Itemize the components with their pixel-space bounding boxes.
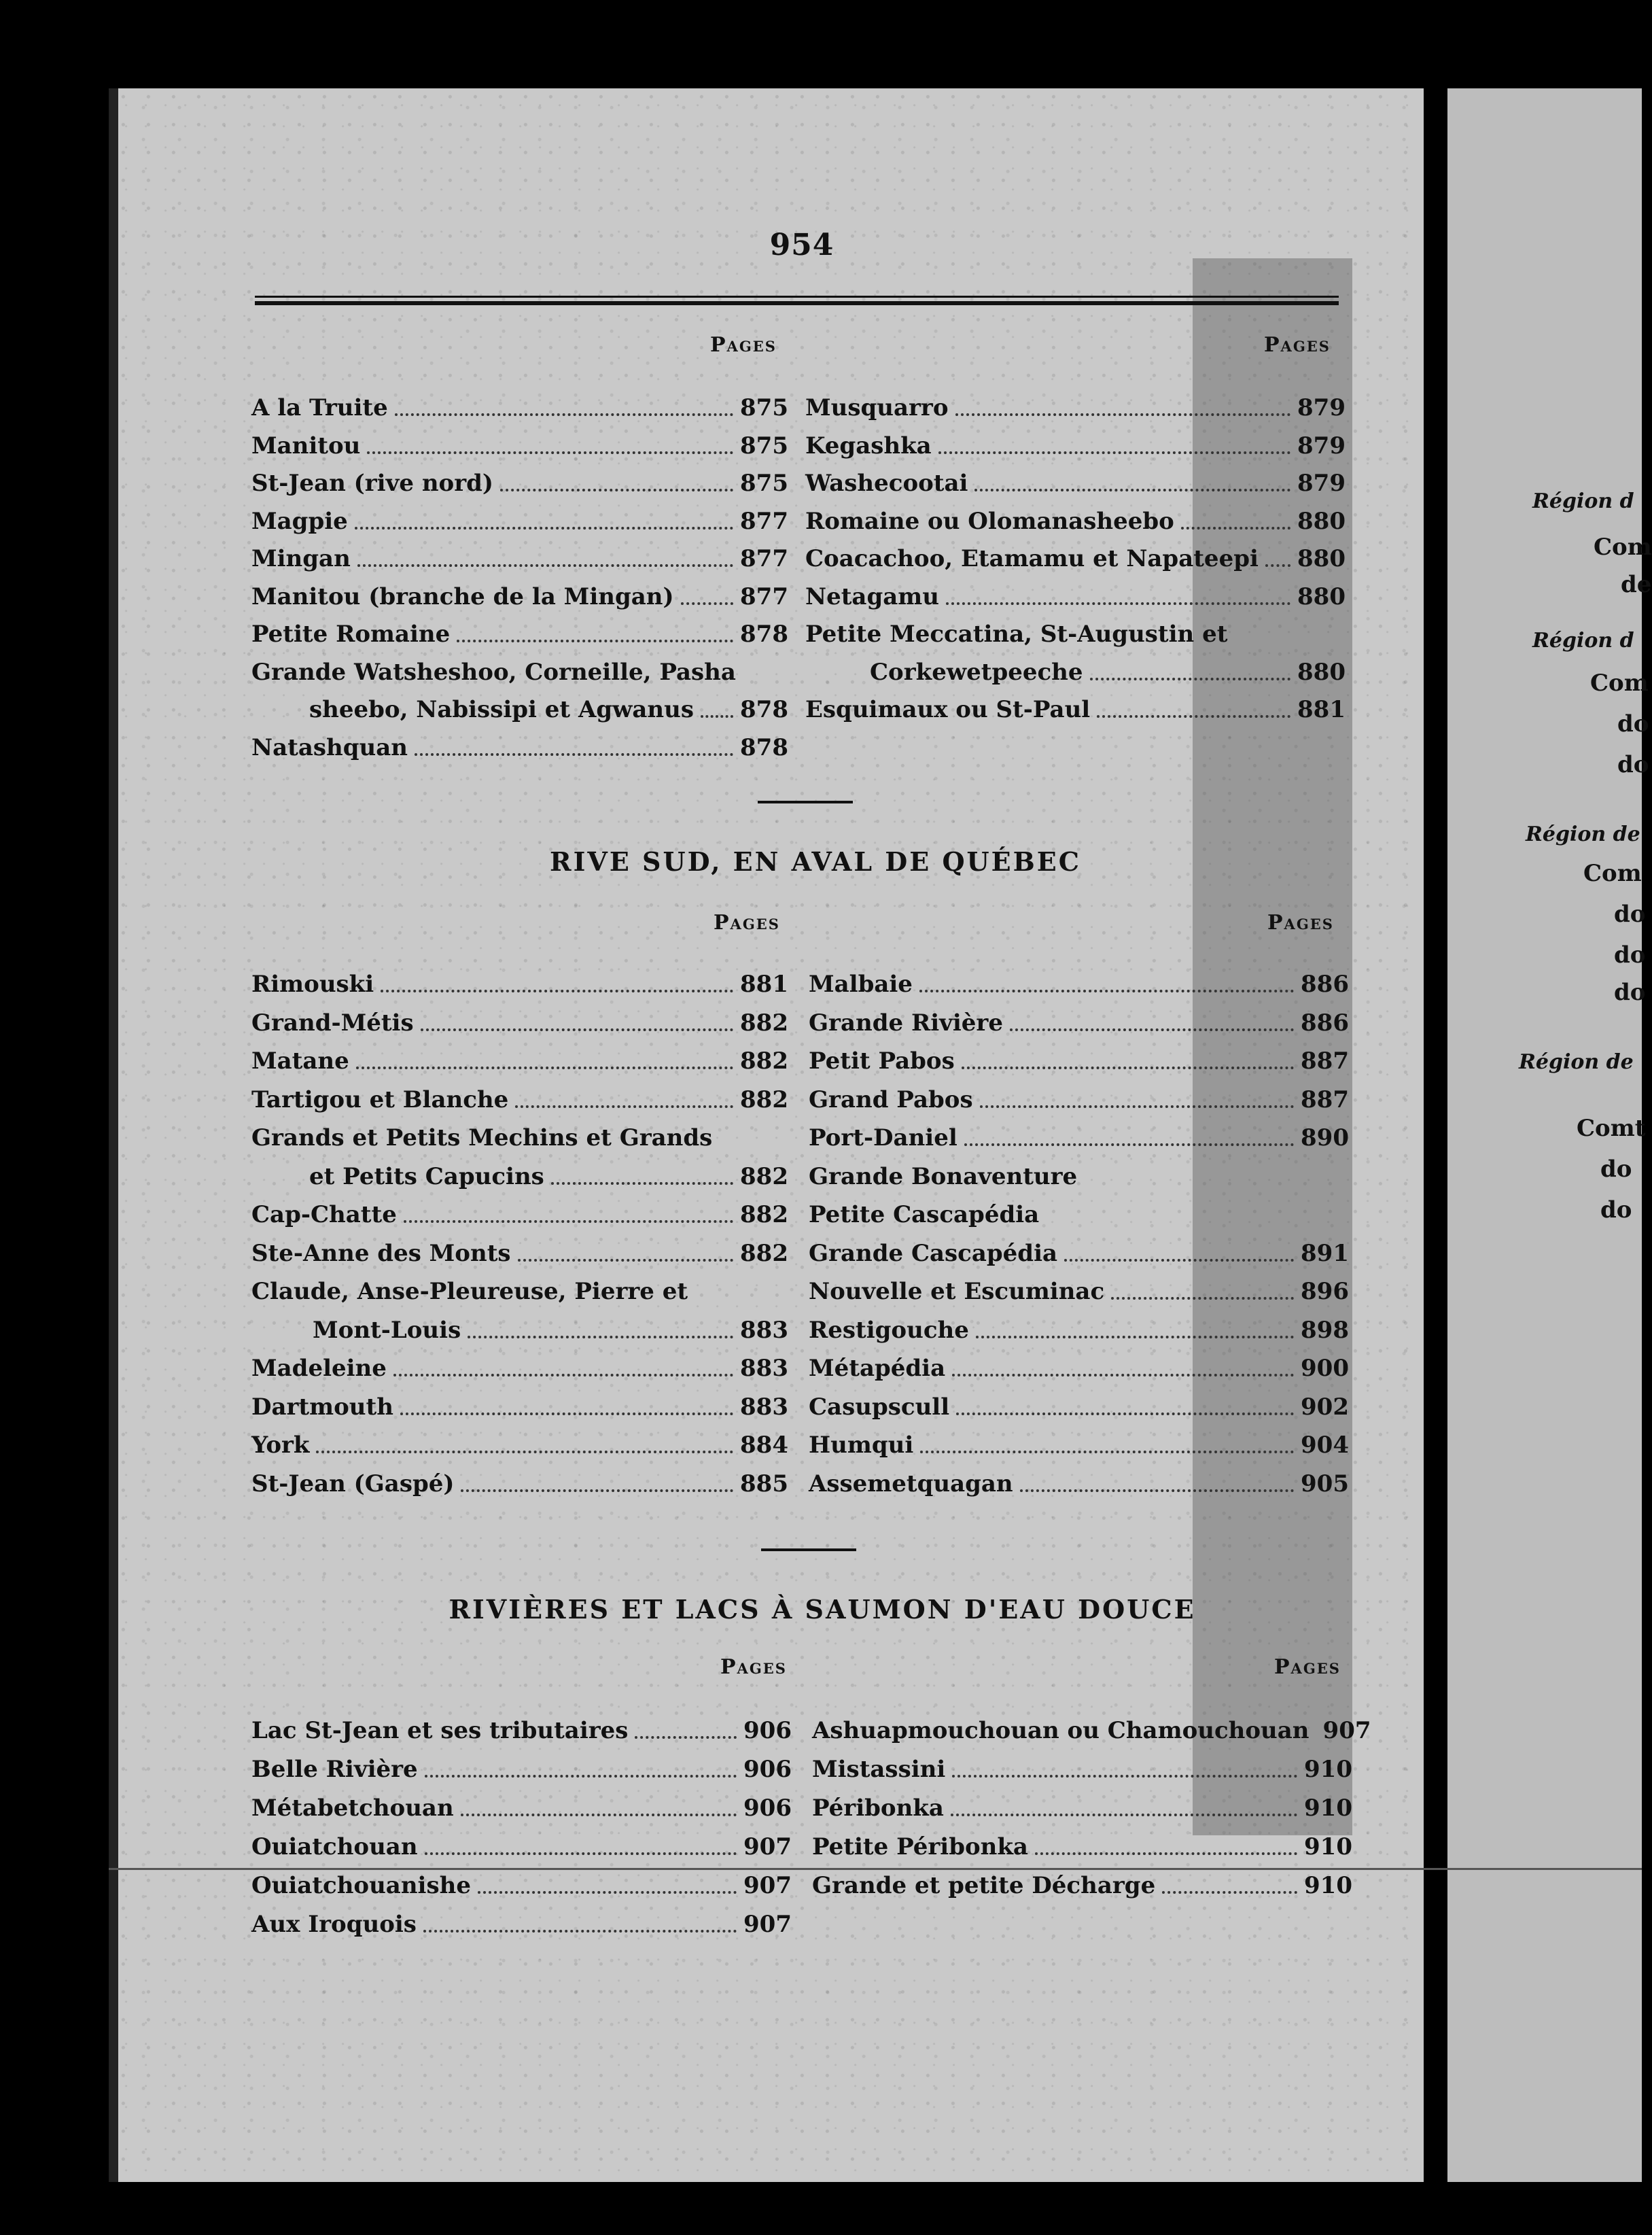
- entry-page: 877: [740, 583, 788, 610]
- index-entry: [251, 464, 788, 502]
- dot-leader: [393, 1374, 733, 1376]
- dot-leader: [1010, 1028, 1294, 1031]
- entry-page: 878: [740, 733, 788, 761]
- dot-leader: [920, 1451, 1294, 1453]
- entry-page: 882: [740, 1162, 788, 1190]
- dot-leader: [946, 602, 1290, 605]
- entry-page: 907: [743, 1833, 792, 1860]
- entry-page: 904: [1301, 1432, 1349, 1459]
- entry-name: Esquimaux ou St-Paul: [805, 696, 1091, 723]
- index-entry: [251, 1789, 792, 1827]
- entry-name: Washecootai: [805, 470, 968, 497]
- dot-leader: [468, 1336, 733, 1338]
- dot-leader: [681, 602, 733, 605]
- index-entry: [251, 1712, 792, 1750]
- entry-page: 882: [740, 1201, 788, 1228]
- dot-leader: [395, 413, 733, 416]
- dot-leader: [551, 1182, 733, 1185]
- entry-page: 885: [740, 1470, 788, 1497]
- entry-name: St-Jean (Gaspé): [251, 1470, 455, 1497]
- entry-name: Ste-Anne des Monts: [251, 1239, 511, 1267]
- entry-page: 910: [1304, 1756, 1352, 1783]
- entry-name: Claude, Anse-Pleureuse, Pierre et: [251, 1278, 688, 1305]
- dot-leader: [955, 413, 1290, 416]
- index-entry: [805, 502, 1346, 540]
- entry-name: Musquarro: [805, 394, 949, 421]
- entry-page: 880: [1297, 583, 1346, 610]
- adjacent-page-text: do: [1614, 941, 1646, 969]
- entry-name: Petite Péribonka: [812, 1833, 1028, 1860]
- dot-leader: [956, 1413, 1294, 1415]
- index-entry: [812, 1789, 1352, 1827]
- adjacent-page-text: Com: [1594, 534, 1652, 561]
- entry-name: Péribonka: [812, 1795, 944, 1822]
- dot-leader: [425, 1775, 737, 1778]
- index-entry: [309, 691, 788, 729]
- entry-name: Grand Pabos: [809, 1086, 973, 1113]
- entry-name: Manitou (branche de la Mingan): [251, 583, 674, 610]
- index-entry: [805, 615, 1346, 653]
- adjacent-page-text: do: [1614, 979, 1646, 1006]
- entry-name: Mont-Louis: [313, 1316, 461, 1344]
- pages-label-left: Pages: [714, 911, 780, 935]
- dot-leader: [515, 1105, 733, 1108]
- index-entry: [251, 1867, 792, 1905]
- dot-leader: [356, 1067, 733, 1069]
- dot-leader: [1265, 564, 1290, 567]
- page-number: 954: [769, 228, 834, 262]
- entry-name: Corkewetpeeche: [870, 658, 1083, 686]
- entry-page: 877: [740, 507, 788, 535]
- entry-page: 886: [1301, 971, 1349, 998]
- index-entry: [251, 427, 788, 465]
- entry-name: Petite Romaine: [251, 621, 451, 648]
- index-entry: [812, 1828, 1352, 1866]
- entry-page: 875: [740, 470, 788, 497]
- dot-leader: [518, 1259, 733, 1262]
- adjacent-page-text: do: [1600, 1156, 1632, 1183]
- dot-leader: [357, 564, 733, 567]
- entry-name: St-Jean (rive nord): [251, 470, 493, 497]
- entry-page: 880: [1297, 658, 1346, 686]
- entry-page: 882: [740, 1086, 788, 1113]
- index-entry: [870, 653, 1346, 691]
- index-entry: [809, 1311, 1349, 1349]
- dot-leader: [478, 1891, 737, 1894]
- section-title: RIVE SUD, EN AVAL DE QUÉBEC: [550, 846, 1081, 877]
- entry-page: 887: [1301, 1047, 1349, 1075]
- adjacent-page-text: Région de: [1519, 1050, 1634, 1074]
- index-entry: [805, 540, 1346, 578]
- dot-leader: [1111, 1297, 1294, 1300]
- entry-name: Ouiatchouanishe: [251, 1872, 471, 1899]
- index-entry: [809, 1426, 1349, 1464]
- entry-page: 906: [743, 1717, 792, 1744]
- dot-leader: [400, 1413, 733, 1415]
- adjacent-page-text: do: [1600, 1196, 1632, 1224]
- entry-name: A la Truite: [251, 394, 388, 421]
- entry-name: Grande Rivière: [809, 1009, 1003, 1037]
- index-entry: [805, 389, 1346, 427]
- dot-leader: [701, 715, 733, 718]
- entry-page: 891: [1301, 1239, 1349, 1267]
- adjacent-page-text: do: [1614, 901, 1646, 928]
- dot-leader: [1097, 715, 1290, 718]
- entry-page: 875: [740, 394, 788, 421]
- dot-leader: [1064, 1259, 1294, 1262]
- dot-leader: [1090, 678, 1290, 680]
- dot-leader: [421, 1028, 733, 1031]
- entry-name: Cap-Chatte: [251, 1201, 397, 1228]
- index-entry: [805, 578, 1346, 616]
- adjacent-page-text: Région d: [1532, 629, 1634, 653]
- entry-page: 898: [1301, 1316, 1349, 1344]
- pages-label-right: Pages: [1267, 911, 1334, 935]
- entry-name: Métabetchouan: [251, 1795, 454, 1822]
- dot-leader: [381, 990, 733, 992]
- index-entry: [809, 1272, 1349, 1311]
- entry-name: sheebo, Nabissipi et Agwanus: [309, 696, 694, 723]
- entry-page: 879: [1297, 432, 1346, 460]
- dot-leader: [355, 527, 733, 530]
- index-entry: [251, 965, 788, 1003]
- entry-name: Grand-Métis: [251, 1009, 414, 1037]
- entry-name: Petit Pabos: [809, 1047, 955, 1075]
- index-entry: [809, 1042, 1349, 1080]
- pages-label-left: Pages: [720, 1655, 787, 1679]
- adjacent-page-text: Région de: [1526, 822, 1640, 846]
- index-entry: [809, 1081, 1349, 1119]
- dot-leader: [404, 1220, 733, 1223]
- entry-page: 883: [740, 1316, 788, 1344]
- index-entry: [809, 1465, 1349, 1503]
- entry-name: Romaine ou Olomanasheebo: [805, 507, 1174, 535]
- entry-name: Coacachoo, Etamamu et Napateepi: [805, 545, 1259, 572]
- entry-page: 910: [1304, 1833, 1352, 1860]
- index-entry: [812, 1712, 1371, 1750]
- header-rule: [255, 296, 1339, 305]
- index-entry: [809, 1388, 1349, 1426]
- entry-name: Natashquan: [251, 733, 408, 761]
- entry-name: Grands et Petits Mechins et Grands: [251, 1124, 713, 1151]
- entry-page: 883: [740, 1393, 788, 1421]
- section-separator: [758, 801, 853, 803]
- dot-leader: [952, 1775, 1297, 1778]
- dot-leader: [1020, 1489, 1294, 1492]
- index-entry: [809, 1119, 1349, 1157]
- entry-name: Ouiatchouan: [251, 1833, 418, 1860]
- pages-label-right: Pages: [1274, 1655, 1341, 1679]
- index-entry: [251, 1750, 792, 1788]
- adjacent-page-text: Comt: [1577, 1115, 1646, 1142]
- dot-leader: [962, 1067, 1294, 1069]
- adjacent-page-text: de: [1621, 571, 1652, 598]
- index-entry: [251, 1042, 788, 1080]
- entry-name: Grande et petite Décharge: [812, 1872, 1156, 1899]
- dot-leader: [425, 1852, 737, 1855]
- dot-leader: [461, 1814, 737, 1816]
- index-entry: [809, 1004, 1349, 1042]
- entry-page: 910: [1304, 1795, 1352, 1822]
- dot-leader: [423, 1930, 737, 1933]
- index-entry: [251, 1388, 788, 1426]
- entry-name: Restigouche: [809, 1316, 969, 1344]
- index-entry: [812, 1867, 1352, 1905]
- entry-name: Grande Watsheshoo, Corneille, Pasha: [251, 658, 736, 686]
- index-entry: [251, 1119, 788, 1157]
- entry-page: 880: [1297, 507, 1346, 535]
- index-entry: [809, 1196, 1349, 1234]
- index-entry: [805, 691, 1346, 729]
- entry-name: Petite Meccatina, St-Augustin et: [805, 621, 1228, 648]
- dot-leader: [980, 1105, 1294, 1108]
- entry-name: Grande Bonaventure: [809, 1162, 1078, 1190]
- entry-page: 879: [1297, 394, 1346, 421]
- entry-name: Belle Rivière: [251, 1756, 418, 1783]
- entry-name: Kegashka: [805, 432, 932, 460]
- entry-name: Mingan: [251, 545, 351, 572]
- entry-name: Netagamu: [805, 583, 939, 610]
- dot-leader: [964, 1143, 1294, 1146]
- entry-page: 882: [740, 1239, 788, 1267]
- entry-page: 883: [740, 1355, 788, 1382]
- entry-name: Assemetquagan: [809, 1470, 1013, 1497]
- index-entry: [313, 1311, 788, 1349]
- adjacent-page-text: Com: [1590, 670, 1649, 697]
- entry-page: 882: [740, 1009, 788, 1037]
- section-title: RIVIÈRES ET LACS À SAUMON D'EAU DOUCE: [449, 1594, 1196, 1625]
- index-entry: [251, 502, 788, 540]
- entry-page: 879: [1297, 470, 1346, 497]
- entry-name: Madeleine: [251, 1355, 387, 1382]
- dot-leader: [500, 489, 733, 491]
- entry-name: Malbaie: [809, 971, 913, 998]
- entry-page: 881: [1297, 696, 1346, 723]
- index-entry: [251, 1234, 788, 1272]
- scan-crease-line: [109, 1868, 1642, 1870]
- index-entry: [251, 729, 788, 767]
- index-entry: [812, 1750, 1352, 1788]
- adjacent-page-text: do: [1617, 751, 1649, 778]
- dot-leader: [457, 640, 733, 642]
- index-entry: [251, 1905, 792, 1943]
- entry-page: 907: [1322, 1717, 1371, 1744]
- index-entry: [251, 653, 788, 691]
- entry-page: 882: [740, 1047, 788, 1075]
- index-entry: [809, 1234, 1349, 1272]
- index-entry: [251, 615, 788, 653]
- index-entry: [809, 1158, 1349, 1196]
- dot-leader: [938, 451, 1290, 454]
- dot-leader: [952, 1374, 1294, 1376]
- index-entry: [309, 1158, 788, 1196]
- entry-name: Manitou: [251, 432, 361, 460]
- entry-name: Matane: [251, 1047, 349, 1075]
- entry-name: Aux Iroquois: [251, 1911, 417, 1938]
- index-entry: [251, 1272, 788, 1311]
- adjacent-page-text: Com: [1583, 860, 1642, 887]
- entry-page: 907: [743, 1872, 792, 1899]
- index-entry: [809, 965, 1349, 1003]
- pages-label-right: Pages: [1264, 333, 1331, 357]
- index-entry: [251, 1349, 788, 1387]
- dot-leader: [461, 1489, 733, 1492]
- index-entry: [251, 389, 788, 427]
- entry-name: Port-Daniel: [809, 1124, 957, 1151]
- dot-leader: [1035, 1852, 1297, 1855]
- entry-page: 877: [740, 545, 788, 572]
- index-entry: [251, 1004, 788, 1042]
- entry-name: et Petits Capucins: [309, 1162, 544, 1190]
- pages-label-left: Pages: [710, 333, 777, 357]
- entry-name: Petite Cascapédia: [809, 1201, 1040, 1228]
- dot-leader: [415, 753, 733, 756]
- entry-name: Nouvelle et Escuminac: [809, 1278, 1105, 1305]
- index-entry: [805, 427, 1346, 465]
- entry-page: 907: [743, 1911, 792, 1938]
- index-entry: [251, 1196, 788, 1234]
- adjacent-page-text: do: [1617, 710, 1649, 738]
- dot-leader: [951, 1814, 1297, 1816]
- entry-page: 875: [740, 432, 788, 460]
- entry-name: Casupscull: [809, 1393, 950, 1421]
- dot-leader: [919, 990, 1294, 992]
- dot-leader: [316, 1451, 733, 1453]
- entry-page: 884: [740, 1432, 788, 1459]
- index-entry: [251, 1828, 792, 1866]
- index-entry: [805, 464, 1346, 502]
- entry-page: 881: [740, 971, 788, 998]
- dot-leader: [1162, 1891, 1297, 1894]
- entry-page: 910: [1304, 1872, 1352, 1899]
- entry-page: 902: [1301, 1393, 1349, 1421]
- entry-name: Lac St-Jean et ses tributaires: [251, 1717, 629, 1744]
- index-entry: [251, 578, 788, 616]
- entry-page: 878: [740, 621, 788, 648]
- entry-page: 896: [1301, 1278, 1349, 1305]
- entry-page: 887: [1301, 1086, 1349, 1113]
- entry-page: 906: [743, 1795, 792, 1822]
- entry-page: 900: [1301, 1355, 1349, 1382]
- entry-name: Mistassini: [812, 1756, 946, 1783]
- dot-leader: [635, 1736, 737, 1739]
- adjacent-page-text: Région d: [1532, 489, 1634, 513]
- dot-leader: [367, 451, 733, 454]
- entry-name: Dartmouth: [251, 1393, 393, 1421]
- entry-name: Grande Cascapédia: [809, 1239, 1058, 1267]
- entry-page: 906: [743, 1756, 792, 1783]
- dot-leader: [974, 489, 1290, 491]
- entry-page: 878: [740, 696, 788, 723]
- dot-leader: [1181, 527, 1290, 530]
- entry-name: Ashuapmouchouan ou Chamouchouan: [812, 1717, 1310, 1744]
- entry-page: 886: [1301, 1009, 1349, 1037]
- section-separator: [761, 1548, 856, 1551]
- index-entry: [809, 1349, 1349, 1387]
- entry-page: 890: [1301, 1124, 1349, 1151]
- entry-name: Rimouski: [251, 971, 374, 998]
- entry-name: Magpie: [251, 507, 348, 535]
- index-entry: [251, 1465, 788, 1503]
- entry-name: Humqui: [809, 1432, 914, 1459]
- dot-leader: [976, 1336, 1294, 1338]
- entry-page: 880: [1297, 545, 1346, 572]
- index-entry: [251, 1426, 788, 1464]
- index-entry: [251, 540, 788, 578]
- entry-page: 905: [1301, 1470, 1349, 1497]
- index-entry: [251, 1081, 788, 1119]
- entry-name: Métapédia: [809, 1355, 946, 1382]
- entry-name: York: [251, 1432, 310, 1459]
- entry-name: Tartigou et Blanche: [251, 1086, 509, 1113]
